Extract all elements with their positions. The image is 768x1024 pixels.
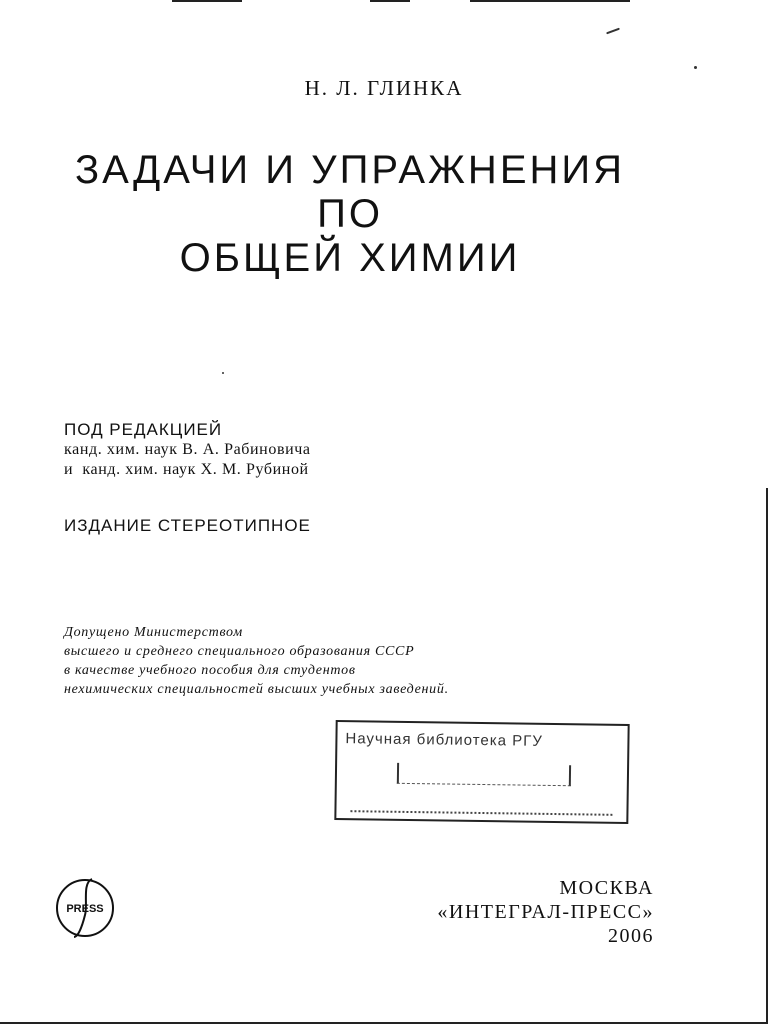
editors-heading: ПОД РЕДАКЦИЕЙ — [64, 420, 223, 439]
publisher-name: «ИНТЕГРАЛ-ПРЕСС» — [437, 901, 654, 923]
stamp-field — [397, 763, 571, 786]
approval-line: в качестве учебного пособия для студентов — [64, 663, 356, 678]
approval-line: Допущено Министерством — [64, 625, 243, 640]
book-title-line: ПО — [317, 192, 383, 236]
scan-speck — [694, 66, 697, 69]
approval-line: высшего и среднего специального образования СССР — [64, 644, 415, 659]
scan-speck — [222, 372, 224, 374]
scan-edge-top-mid — [370, 0, 410, 2]
book-title-line: ЗАДАЧИ И УПРАЖНЕНИЯ — [74, 148, 626, 192]
scan-edge-top-left — [172, 0, 242, 2]
book-title-line: ОБЩЕЙ ХИМИИ — [179, 236, 521, 280]
author-name: Н. Л. ГЛИНКА — [304, 76, 464, 100]
publication-year: 2006 — [608, 925, 654, 947]
approval-note — [64, 623, 449, 699]
logo-text: PRESS — [66, 903, 104, 915]
publisher-block — [437, 876, 654, 948]
book-title — [30, 148, 670, 280]
editor-line: и канд. хим. наук Х. М. Рубиной — [64, 461, 309, 478]
stamp-text: Научная библиотека РГУ — [345, 730, 543, 750]
integral-press-logo-icon — [52, 875, 118, 941]
approval-line: нехимических специальностей высших учебных заведений. — [64, 682, 449, 697]
stamp-number-row — [350, 800, 612, 816]
publisher-city: МОСКВА — [559, 877, 654, 899]
scan-edge-top-right — [470, 0, 630, 2]
scan-speck — [606, 28, 620, 35]
editors-block — [64, 420, 311, 480]
library-stamp — [334, 720, 629, 824]
editor-line: канд. хим. наук В. А. Рабиновича — [64, 441, 311, 458]
edition-note: ИЗДАНИЕ СТЕРЕОТИПНОЕ — [64, 516, 311, 535]
